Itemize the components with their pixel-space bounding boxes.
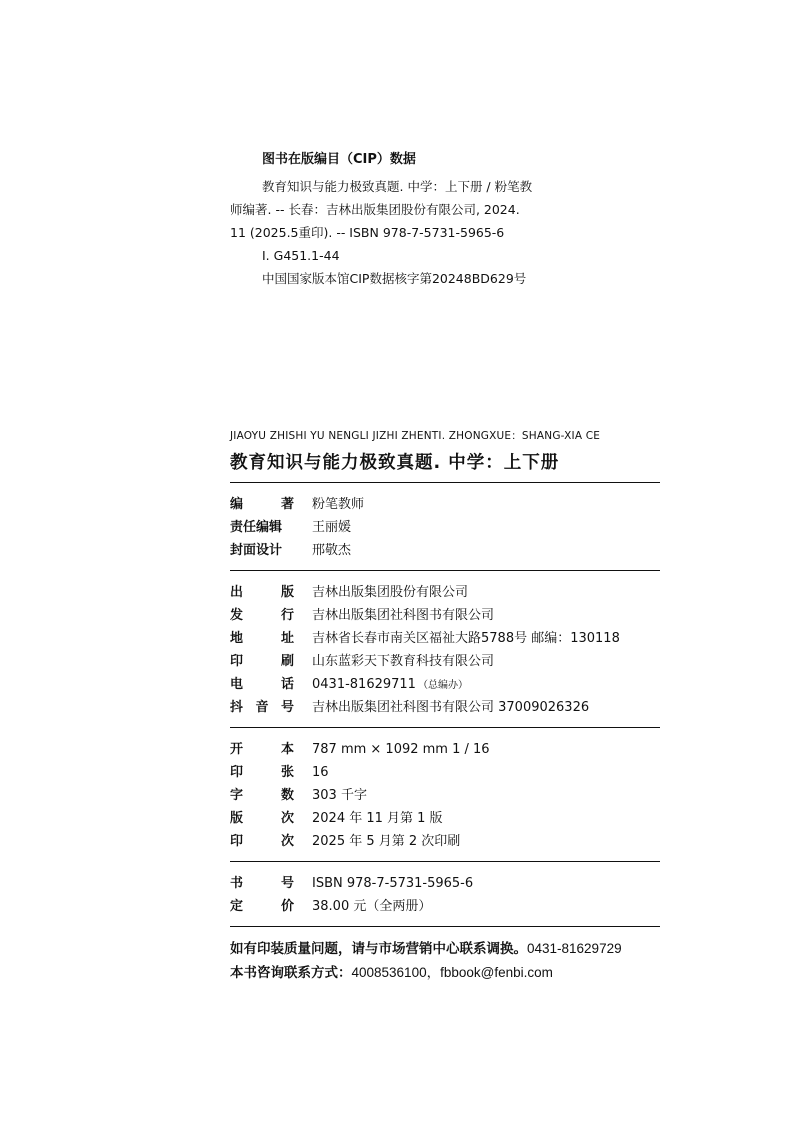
credit-row-value-text: 王丽媛 [312, 520, 352, 535]
publisher-row-value [312, 650, 660, 673]
label-char: 印 [230, 654, 244, 669]
divider [230, 570, 660, 571]
copyright-block [230, 428, 660, 933]
label-char: 出 [230, 585, 244, 600]
label-char: 址 [280, 631, 294, 646]
book-title: 教育知识与能力极致真题. 中学：上下册 [230, 453, 560, 473]
isbn-row [230, 872, 660, 895]
publisher-row-value [312, 604, 660, 627]
spec-row-label [230, 738, 294, 761]
cip-line: 中国国家版本馆CIP数据核字第20248BD629号 [262, 271, 527, 286]
publisher-row-value-text: 吉林出版集团社科图书有限公司 37009026326 [312, 700, 590, 715]
isbn-row-value [312, 895, 660, 918]
credit-row-label [230, 516, 294, 539]
label-char: 次 [280, 811, 294, 826]
publisher-row-value [312, 673, 660, 697]
spec-row [230, 738, 660, 761]
publisher-row-note: （总编办） [417, 680, 468, 691]
publisher-section [230, 577, 660, 721]
isbn-row-label [230, 872, 294, 895]
label-char: 著 [280, 497, 294, 512]
label-char: 号 [280, 876, 294, 891]
credit-row-value [312, 493, 660, 516]
isbn-row-value [312, 872, 660, 895]
label-char: 书 [230, 876, 244, 891]
spec-row-value [312, 784, 660, 807]
publisher-row-label [230, 696, 294, 719]
label-char: 字 [230, 788, 244, 803]
label-char: 封面设计 [230, 543, 283, 558]
publisher-row-label [230, 650, 294, 673]
publisher-row [230, 627, 660, 650]
spec-row-value-text: 303 千字 [312, 788, 367, 803]
cip-block [230, 148, 570, 290]
label-char: 编 [230, 497, 244, 512]
label-char: 行 [280, 608, 294, 623]
publisher-row-value [312, 581, 660, 604]
label-char: 印 [230, 834, 244, 849]
specs-section [230, 734, 660, 855]
divider [230, 727, 660, 728]
label-char: 次 [280, 834, 294, 849]
label-char: 电 [230, 677, 244, 692]
label-char: 张 [280, 765, 294, 780]
cip-line: 教育知识与能力极致真题. 中学：上下册 / 粉笔教 [262, 179, 533, 194]
divider [230, 482, 660, 483]
publisher-row-value-text: 吉林省长春市南关区福祉大路5788号 邮编：130118 [312, 631, 620, 646]
label-char: 印 [230, 765, 244, 780]
spec-row [230, 761, 660, 784]
quality-notice [230, 937, 670, 961]
spec-row [230, 830, 660, 853]
credit-row-value [312, 516, 660, 539]
publisher-row-value-text: 0431-81629711 [312, 677, 416, 692]
spec-row-value-text: 16 [312, 765, 329, 780]
cip-line: Ⅰ. G451.1-44 [262, 248, 340, 263]
label-char: 责任编辑 [230, 520, 283, 535]
spec-row-value-text: 2025 年 5 月第 2 次印刷 [312, 834, 461, 849]
label-char: 开 [230, 742, 244, 757]
cip-line: 11 (2025.5重印). -- ISBN 978-7-5731-5965-6 [230, 225, 505, 240]
spec-row-value [312, 738, 660, 761]
spec-row-value-text: 787 mm × 1092 mm 1 / 16 [312, 742, 490, 757]
publisher-row [230, 696, 660, 719]
label-char: 版 [230, 811, 244, 826]
publisher-row [230, 650, 660, 673]
publisher-row-label [230, 627, 294, 650]
spec-row [230, 807, 660, 830]
publisher-row [230, 581, 660, 604]
label-char: 刷 [280, 654, 294, 669]
isbn-row-value-text: 38.00 元（全两册） [312, 899, 432, 914]
publisher-row [230, 673, 660, 696]
publisher-row-value [312, 627, 660, 650]
credit-row-value [312, 539, 660, 562]
label-char: 价 [280, 899, 294, 914]
isbn-row-label [230, 895, 294, 918]
contact-footer [230, 937, 670, 985]
credit-row-label [230, 539, 294, 562]
label-char: 号 [280, 700, 294, 715]
isbn-row-value-text: ISBN 978-7-5731-5965-6 [312, 876, 474, 891]
spec-row-value [312, 807, 660, 830]
spec-row-value [312, 761, 660, 784]
credit-row [230, 516, 660, 539]
credit-row-value-text: 粉笔教师 [312, 497, 365, 512]
spec-row-label [230, 761, 294, 784]
publisher-row-value-text: 吉林出版集团社科图书有限公司 [312, 608, 495, 623]
publisher-row-label [230, 581, 294, 604]
divider [230, 861, 660, 862]
credit-row [230, 539, 660, 562]
publisher-row-label [230, 604, 294, 627]
label-char: 版 [280, 585, 294, 600]
spec-row-value-text: 2024 年 11 月第 1 版 [312, 811, 443, 826]
cip-line: 师编著. -- 长春：吉林出版集团股份有限公司, 2024. [230, 202, 520, 217]
quality-notice-text: 如有印装质量问题，请与市场营销中心联系调换。 [230, 941, 527, 957]
credit-row-label [230, 493, 294, 516]
spec-row-label [230, 784, 294, 807]
inquiry-contact-value: 4008536100，fbbook@fenbi.com [351, 965, 553, 980]
publisher-row-value [312, 696, 660, 719]
label-char: 本 [280, 742, 294, 757]
label-char: 数 [280, 788, 294, 803]
spec-row-label [230, 807, 294, 830]
spec-row-value [312, 830, 660, 853]
publisher-row-value-text: 山东蓝彩天下教育科技有限公司 [312, 654, 495, 669]
publisher-row-value-text: 吉林出版集团股份有限公司 [312, 585, 469, 600]
isbn-section [230, 868, 660, 920]
isbn-row [230, 895, 660, 918]
credits-section [230, 489, 660, 564]
publisher-row [230, 604, 660, 627]
label-char: 抖 [230, 700, 244, 715]
label-char: 定 [230, 899, 244, 914]
spec-row-label [230, 830, 294, 853]
label-char: 地 [230, 631, 244, 646]
service-phone: 0431-81629729 [527, 941, 622, 956]
inquiry-contact [230, 961, 670, 985]
book-title-pinyin: JIAOYU ZHISHI YU NENGLI JIZHI ZHENTI. ZHONGXUE：SHANG-XIA CE [230, 430, 601, 442]
cip-title: 图书在版编目（CIP）数据 [262, 152, 416, 167]
publisher-row-label [230, 673, 294, 696]
divider [230, 926, 660, 927]
credit-row [230, 493, 660, 516]
spec-row [230, 784, 660, 807]
label-char: 发 [230, 608, 244, 623]
inquiry-contact-label: 本书咨询联系方式： [230, 965, 352, 981]
credit-row-value-text: 邢敬杰 [312, 543, 352, 558]
label-char: 话 [280, 677, 294, 692]
label-char: 音 [255, 700, 269, 715]
